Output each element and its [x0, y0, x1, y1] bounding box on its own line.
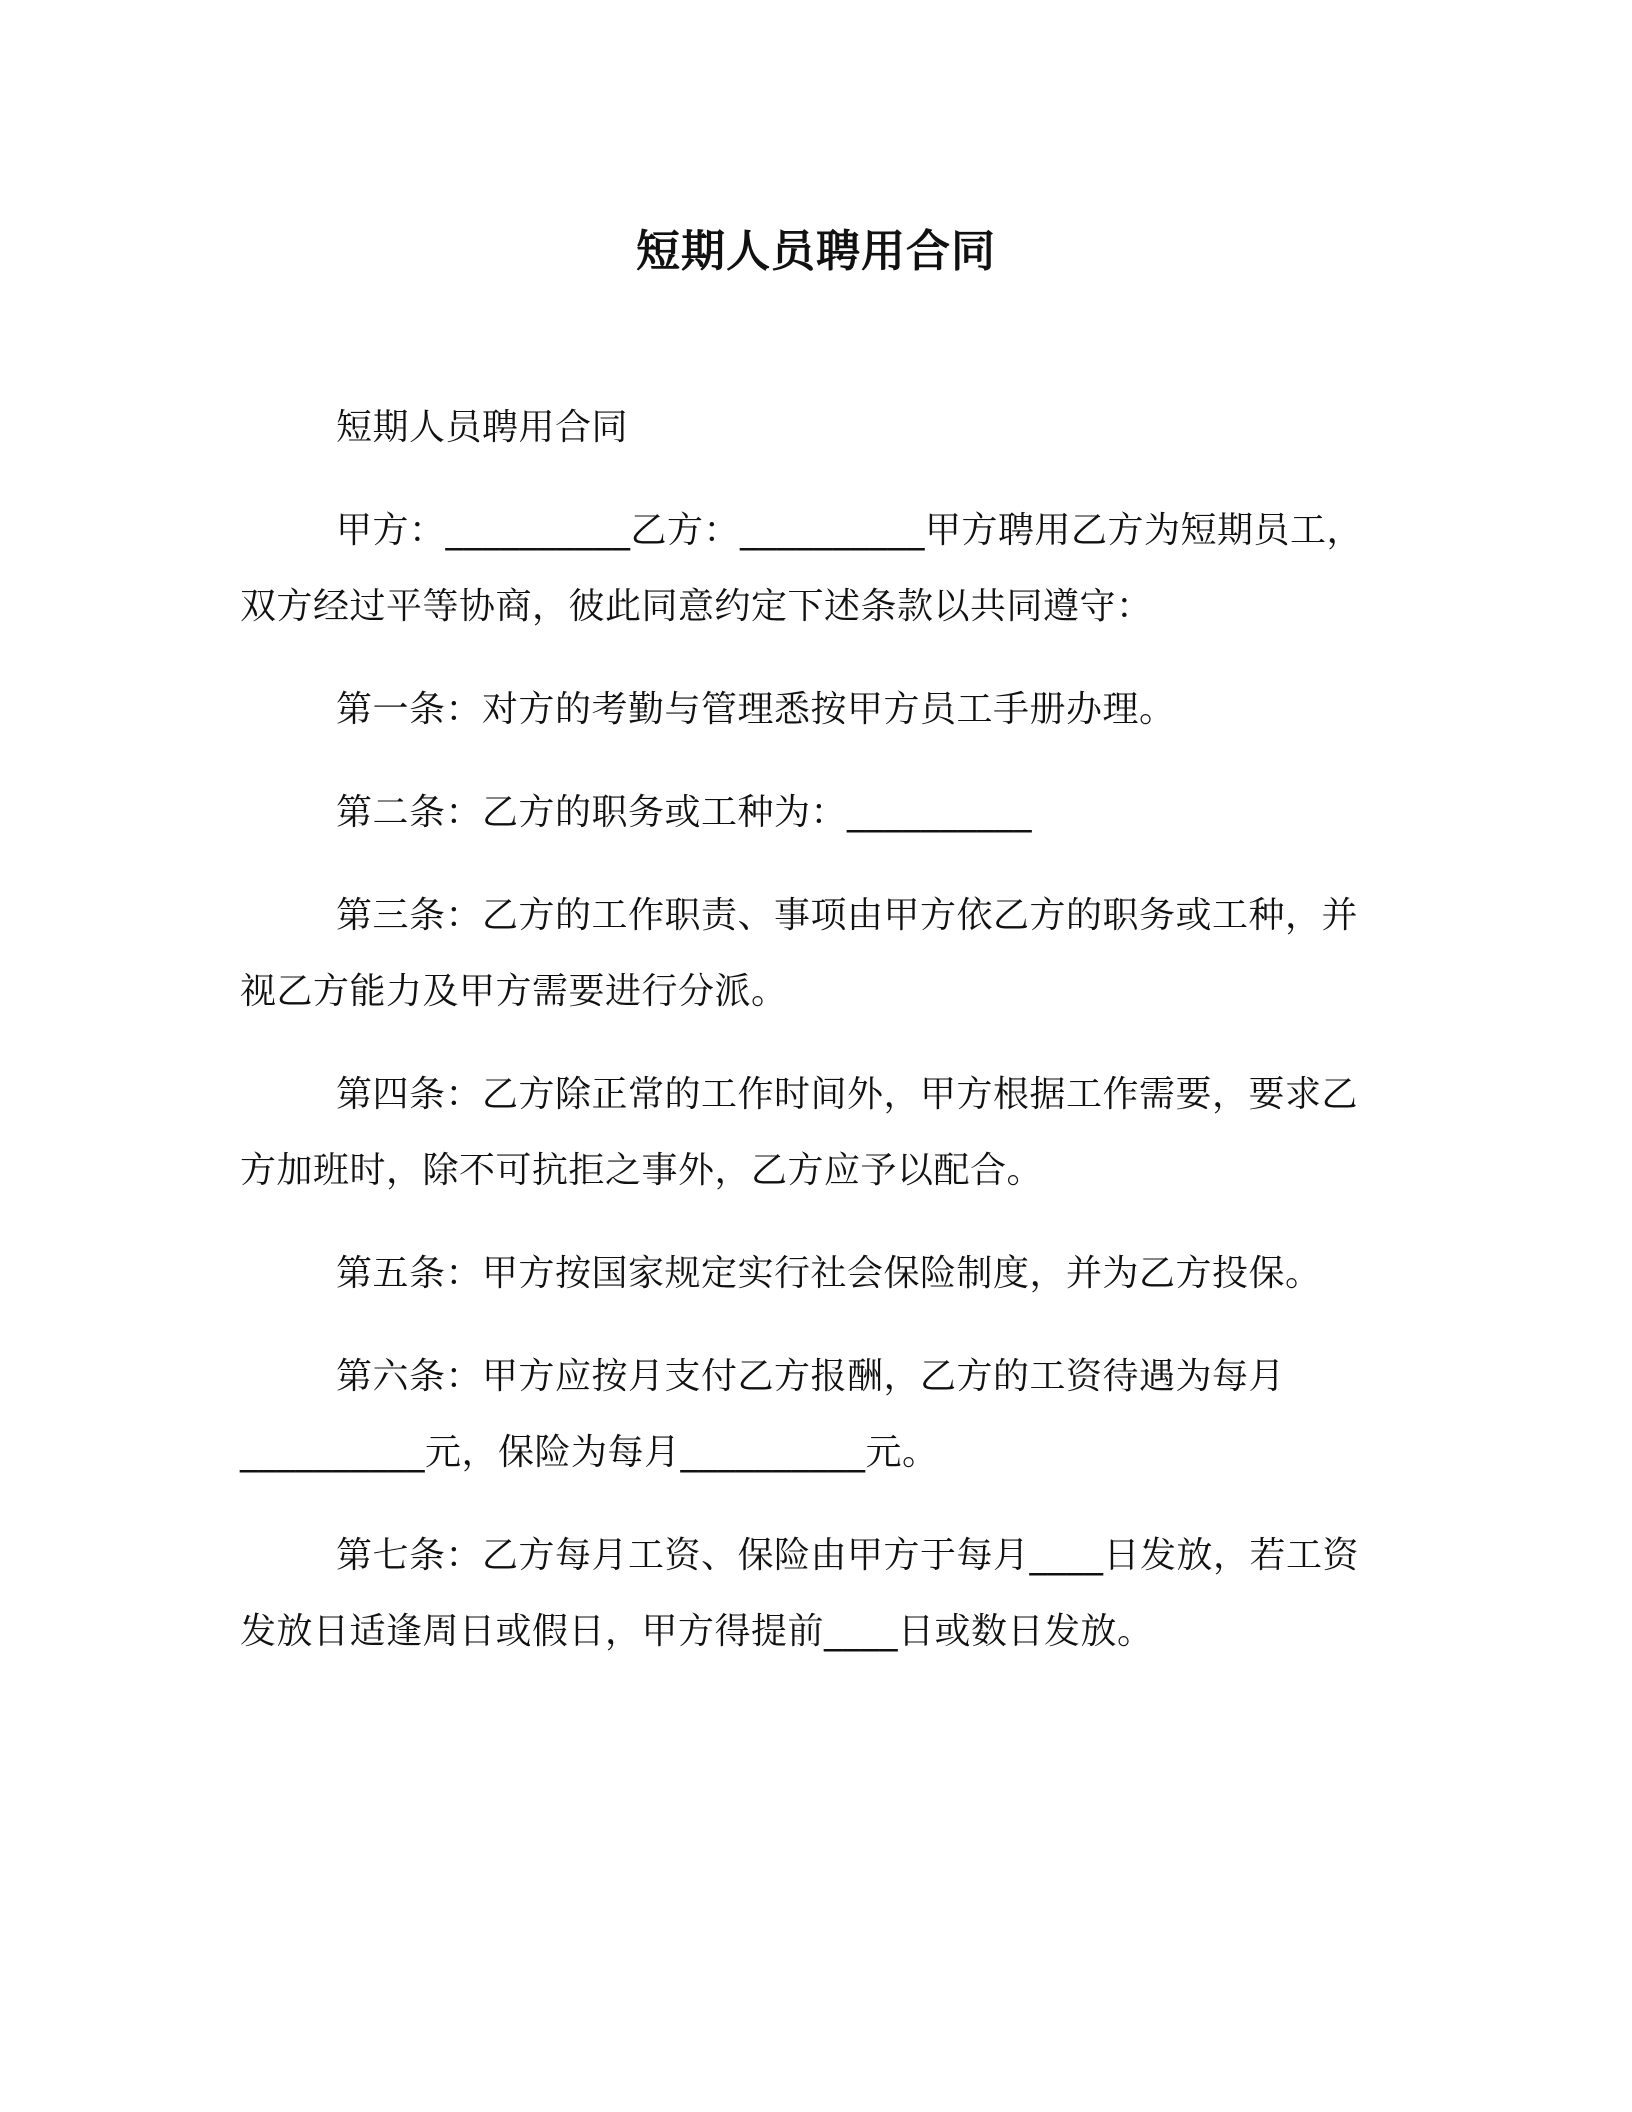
paragraph-article-4: 第四条：乙方除正常的工作时间外，甲方根据工作需要，要求乙方加班时，除不可抗拒之事外，乙方应予以配合。 — [240, 1074, 1359, 1191]
paragraph-article-2: 第二条：乙方的职务或工种为：__________ — [336, 792, 1033, 833]
paragraph-article-1: 第一条：对方的考勤与管理悉按甲方员工手册办理。 — [336, 689, 1176, 730]
document-body — [240, 390, 1382, 1697]
paragraph-article-3: 第三条：乙方的工作职责、事项由甲方依乙方的职务或工种，并视乙方能力及甲方需要进行分派。 — [240, 895, 1359, 1012]
paragraph-parties: 甲方：__________乙方：__________甲方聘用乙方为短期员工，双方经过平等协商，彼此同意约定下述条款以共同遵守： — [240, 510, 1364, 627]
paragraph-article-7: 第七条：乙方每月工资、保险由甲方于每月____日发放，若工资发放日适逢周日或假日，甲方得提前____日或数日发放。 — [240, 1535, 1360, 1652]
paragraph-article-6: 第六条：甲方应按月支付乙方报酬，乙方的工资待遇为每月__________元，保险为每月__________元。 — [240, 1356, 1286, 1473]
document-title: 短期人员聘用合同 — [636, 226, 996, 277]
paragraph-subtitle: 短期人员聘用合同 — [336, 407, 629, 448]
paragraph-article-5: 第五条：甲方按国家规定实行社会保险制度，并为乙方投保。 — [336, 1253, 1322, 1294]
